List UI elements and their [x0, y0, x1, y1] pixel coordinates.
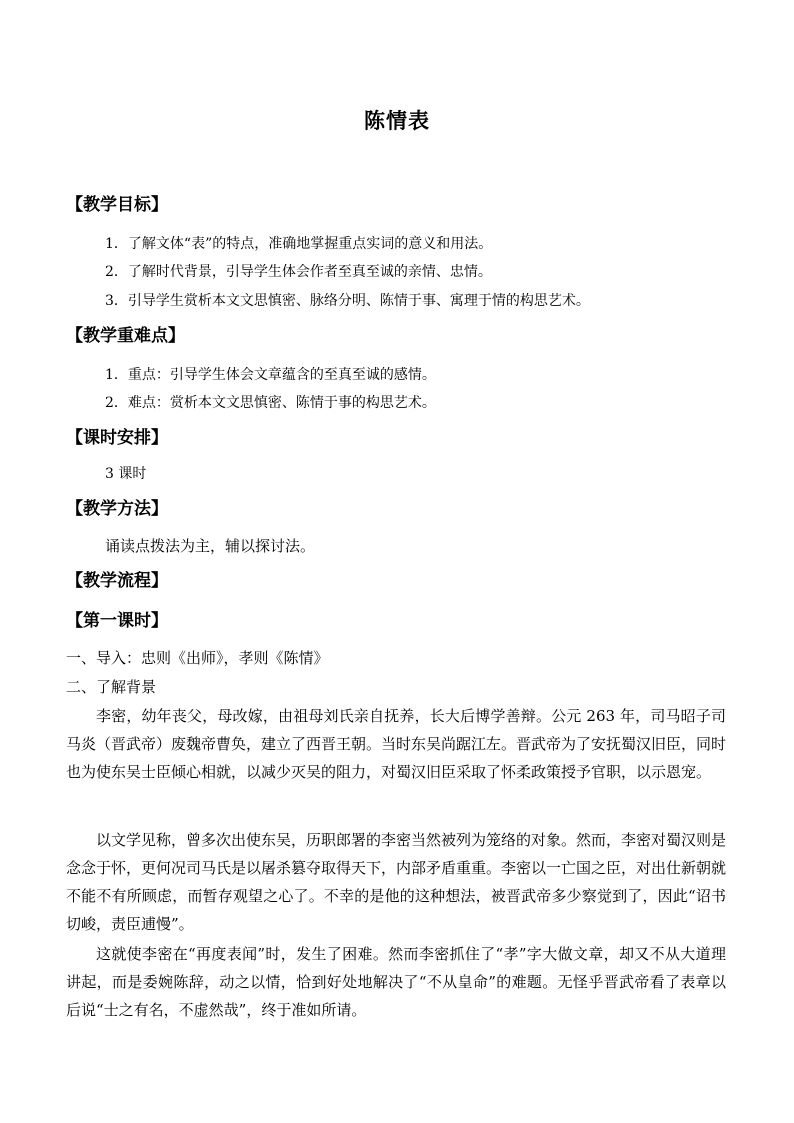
- lesson-step-1: 一、导入：忠则《出师》，孝则《陈情》: [66, 649, 329, 667]
- objective-item-1: 1．了解文体“表”的特点，准确地掌握重点实词的意义和用法。: [105, 236, 493, 252]
- background-paragraph-3: 这就使李密在“再度表闻”时，发生了困难。然而李密抓住了“孝”字大做文章，却又不从大道理讲起，而是委婉陈辞，动之以情，恰到好处地解决了“不从皇命”的难题。无怪乎晋武帝看了表章以后说“士之有名，不虚然哉”，终于准如所请。: [66, 945, 726, 1019]
- heading-lesson-one: 【第一课时】: [66, 611, 168, 631]
- document-title: 陈情表: [364, 108, 430, 133]
- objective-item-2: 2．了解时代背景，引导学生体会作者至真至诚的亲情、忠情。: [105, 264, 492, 280]
- heading-process: 【教学流程】: [66, 571, 168, 591]
- background-paragraph-1: 李密，幼年丧父，母改嫁，由祖母刘氏亲自抚养，长大后博学善辩。公元 263 年，司马昭子司马炎（晋武帝）废魏帝曹奂，建立了西晋王朝。当时东吴尚踞江左。晋武帝为了安抚蜀汉旧臣，同时也为使东吴士臣倾心相就，以减少灭吴的阻力，对蜀汉旧臣采取了怀柔政策授予官职，以示恩宠。: [66, 707, 727, 781]
- schedule-text: 3 课时: [105, 466, 147, 482]
- objective-item-3: 3．引导学生赏析本文文思慎密、脉络分明、陈情于事、寓理于情的构思艺术。: [105, 293, 590, 309]
- method-text: 诵读点拨法为主，辅以探讨法。: [105, 537, 316, 555]
- key-point-item-2: 2．难点：赏析本文文思慎密、陈情于事的构思艺术。: [105, 395, 436, 411]
- lesson-step-2: 二、了解背景: [66, 678, 157, 696]
- heading-objectives: 【教学目标】: [66, 195, 168, 215]
- heading-method: 【教学方法】: [66, 499, 168, 519]
- background-paragraph-2: 以文学见称，曾多次出使东吴，历职郎署的李密当然被列为笼络的对象。然而，李密对蜀汉则是念念于怀，更何况司马氏是以屠杀篡夺取得天下，内部矛盾重重。李密以一亡国之臣，对出仕新朝就不能不有所顾虑，而暂存观望之心了。不幸的是他的这种想法，被晋武帝多少察觉到了，因此“诏书切峻，责臣逋慢”。: [66, 831, 727, 933]
- heading-key-points: 【教学重难点】: [66, 326, 185, 346]
- key-point-item-1: 1．重点：引导学生体会文章蕴含的至真至诚的感情。: [105, 367, 436, 383]
- heading-schedule: 【课时安排】: [66, 428, 168, 448]
